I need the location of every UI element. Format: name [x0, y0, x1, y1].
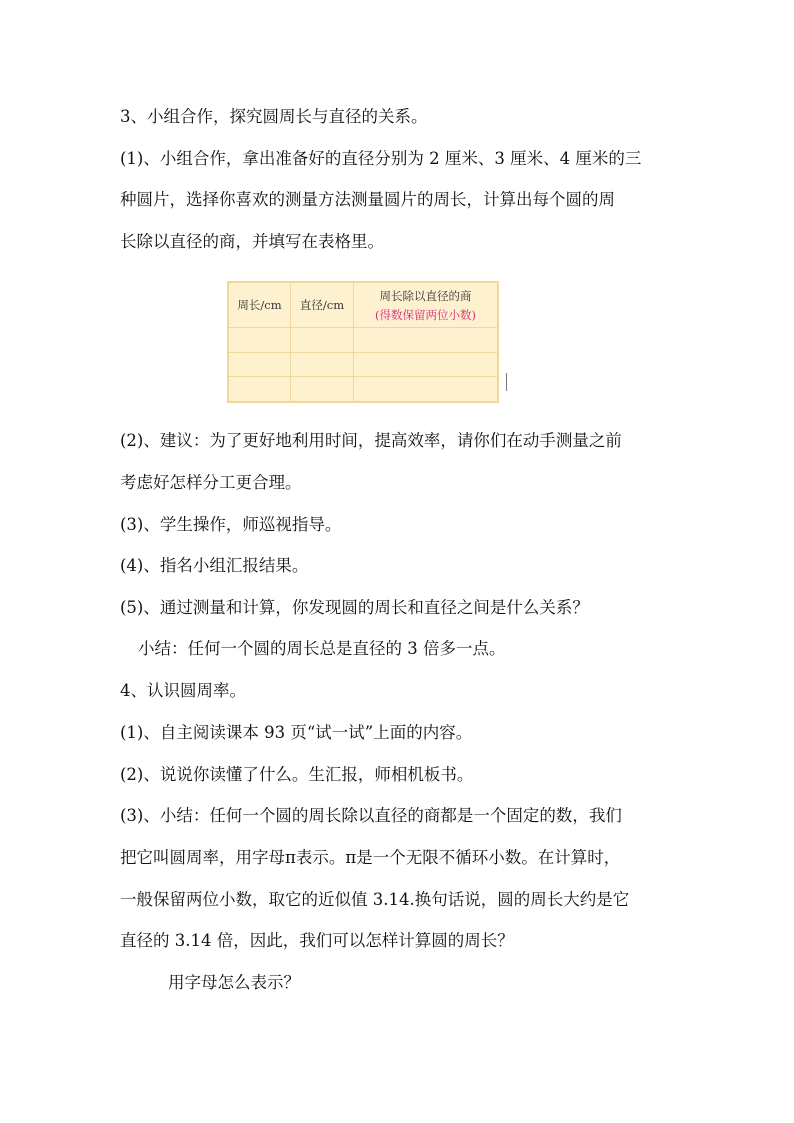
step-1-line-3: 长除以直径的商，并填写在表格里。 — [120, 232, 384, 251]
table-cell — [354, 377, 498, 402]
question-line: 用字母怎么表示？ — [168, 973, 300, 992]
step-1-line-1: (1)、小组合作，拿出准备好的直径分别为 2 厘米、3 厘米、4 厘米的三 — [120, 149, 642, 168]
step-5-line: (5)、通过测量和计算，你发现圆的周长和直径之间是什么关系？ — [120, 598, 589, 617]
image-edge-mark — [506, 373, 507, 391]
header-quotient — [354, 283, 498, 328]
table-cell — [291, 352, 354, 377]
conclusion-line-4: 直径的 3.14 倍，因此，我们可以怎样计算圆的周长？ — [120, 931, 514, 950]
step-2-line-2: 考虑好怎样分工更合理。 — [120, 473, 302, 492]
table-cell — [291, 377, 354, 402]
conclusion-line-1: (3)、小结：任何一个圆的周长除以直径的商都是一个固定的数，我们 — [120, 806, 622, 825]
step-1-line-2: 种圆片，选择你喜欢的测量方法测量圆片的周长，计算出每个圆的周 — [120, 190, 615, 209]
table-cell — [229, 352, 291, 377]
section-3-heading: 3、小组合作，探究圆周长与直径的关系。 — [120, 107, 428, 126]
header-diameter: 直径/cm — [291, 283, 354, 328]
conclusion-line-3: 一般保留两位小数，取它的近似值 3.14.换句话说，圆的周长大约是它 — [120, 890, 630, 909]
table-cell — [229, 377, 291, 402]
section-4-heading: 4、认识圆周率。 — [120, 681, 246, 700]
measurement-table — [227, 281, 499, 403]
step-3-line: (3)、学生操作，师巡视指导。 — [120, 515, 342, 534]
step-2-line-1: (2)、建议：为了更好地利用时间，提高效率，请你们在动手测量之前 — [120, 431, 622, 450]
header-quotient-label: 周长除以直径的商 — [379, 288, 472, 303]
table-cell — [291, 328, 354, 353]
report-step-line: (2)、说说你读懂了什么。生汇报，师相机板书。 — [120, 765, 474, 784]
summary-line: 小结：任何一个圆的周长总是直径的 3 倍多一点。 — [138, 639, 506, 658]
step-4-line: (4)、指名小组汇报结果。 — [120, 556, 309, 575]
header-circumference: 周长/cm — [229, 283, 291, 328]
table-cell — [229, 328, 291, 353]
header-quotient-note: (得数保留两位小数) — [375, 307, 476, 322]
conclusion-line-2: 把它叫圆周率，用字母π表示。π是一个无限不循环小数。在计算时， — [120, 848, 621, 867]
table-cell — [354, 352, 498, 377]
read-step-line: (1)、自主阅读课本 93 页“试一试”上面的内容。 — [120, 723, 473, 742]
table-cell — [354, 328, 498, 353]
